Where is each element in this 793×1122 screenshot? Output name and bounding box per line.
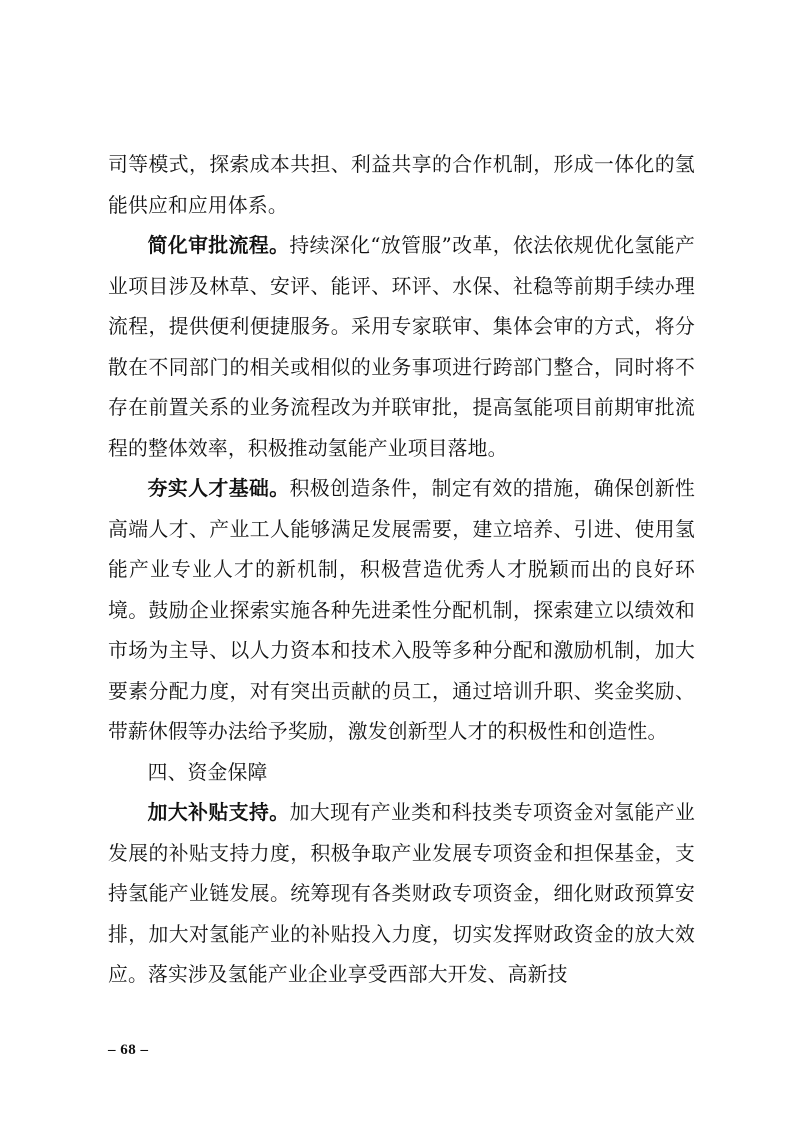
document-body — [108, 145, 695, 996]
paragraph-text: 积极创造条件，制定有效的措施，确保创新性高端人才、产业工人能够满足发展需要，建立培养、引进、使用氢能产业专业人才的新机制，积极营造优秀人才脱颖而出的良好环境。鼓励企业探索实施各种先进柔性分配机制，探索建立以绩效和市场为主导、以人力资本和技术入股等多种分配和激励机制，加大要素分配力度，对有突出贡献的员工，通过培训升职、奖金奖励、带薪休假等办法给予奖励，激发创新型人才的积极性和创造性。 — [108, 477, 695, 743]
paragraph-text: 持续深化“放管服”改革，依法依规优化氢能产业项目涉及林草、安评、能评、环评、水保、社稳等前期手续办理流程，提供便利便捷服务。采用专家联审、集体会审的方式，将分散在不同部门的相关或相似的业务事项进行跨部门整合，同时将不存在前置关系的业务流程改为并联审批，提高氢能项目前期审批流程的整体效率，积极推动氢能产业项目落地。 — [108, 234, 695, 460]
paragraph-text: 司等模式，探索成本共担、利益共享的合作机制，形成一体化的氢能供应和应用体系。 — [108, 153, 695, 217]
page-number: – 68 – — [108, 1042, 149, 1058]
paragraph-lead-heading: 加大补贴支持。 — [147, 801, 290, 824]
paragraph-continuation — [108, 145, 695, 226]
section-heading-text: 四、资金保障 — [147, 760, 268, 784]
paragraph-simplify-approval — [108, 226, 695, 469]
paragraph-text: 加大现有产业类和科技类专项资金对氢能产业发展的补贴支持力度，积极争取产业发展专项资金和担保基金，支持氢能产业链发展。统筹现有各类财政专项资金，细化财政预算安排，加大对氢能产业的补贴投入力度，切实发挥财政资金的放大效应。落实涉及氢能产业企业享受西部大开发、高新技 — [108, 801, 695, 986]
paragraph-lead-heading: 简化审批流程。 — [147, 234, 290, 257]
section-heading — [108, 753, 695, 794]
paragraph-talent-foundation — [108, 469, 695, 753]
paragraph-subsidy-support — [108, 793, 695, 996]
paragraph-lead-heading: 夯实人才基础。 — [147, 477, 290, 500]
